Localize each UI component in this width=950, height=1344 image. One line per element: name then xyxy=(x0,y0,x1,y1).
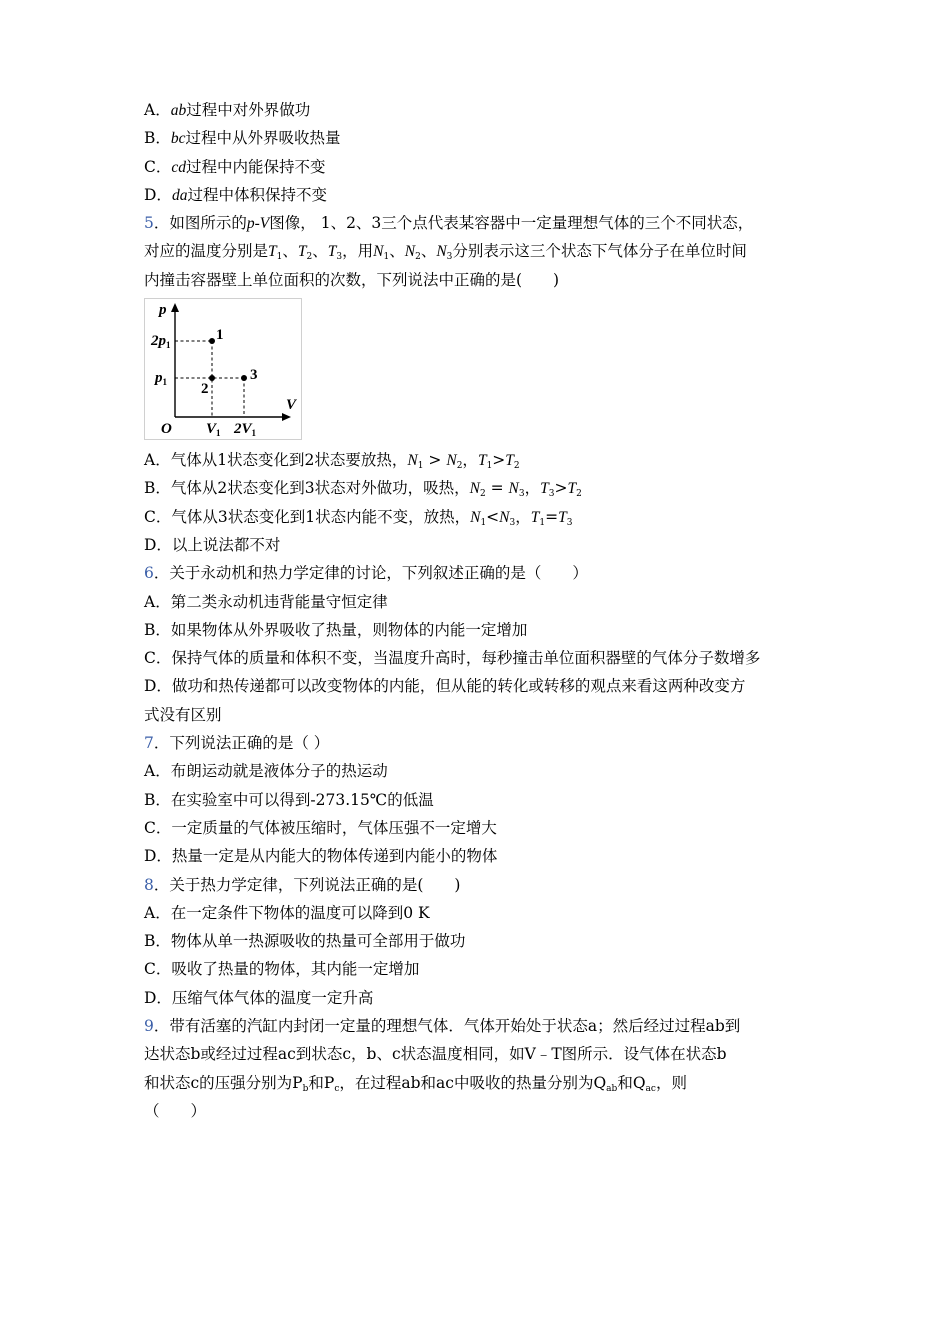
q5-number: 5 xyxy=(144,214,154,233)
v-axis-label: V xyxy=(286,397,297,414)
q7-option-b[interactable]: B．在实验室中可以得到-273.15℃的低温 xyxy=(144,790,434,809)
state-point-1 xyxy=(209,338,215,344)
q8-option-a[interactable]: A．在一定条件下物体的温度可以降到0 K xyxy=(144,903,430,922)
q6-option-b[interactable]: B．如果物体从外界吸收了热量，则物体的内能一定增加 xyxy=(144,620,528,639)
q5-stem-line2: 对应的温度分别是$T_1$、$T_2$、$T_3$，用$N_1$、$N_2$、$N_3$分别表示这三个状态下气体分子在单位时间 xyxy=(144,242,747,263)
q9-stem-line2: 达状态b或经过过程ac到状态c，b、c状态温度相同，如V﹣T图所示．设气体在状态b xyxy=(144,1045,727,1064)
q4-option-a[interactable]: A．ab过程中对外界做功 xyxy=(144,101,311,119)
q6-number: 6 xyxy=(144,564,154,583)
q7-number: 7 xyxy=(144,734,154,753)
q4-option-c[interactable]: C．cd过程中内能保持不变 xyxy=(144,157,326,176)
q7-stem: 7．下列说法正确的是（ ） xyxy=(144,734,330,753)
q9-number: 9 xyxy=(144,1017,154,1036)
q8-number: 8 xyxy=(144,875,154,894)
q6-stem: 6．关于永动机和热力学定律的讨论，下列叙述正确的是（ ） xyxy=(144,564,588,583)
origin-label: O xyxy=(161,421,172,438)
q4-option-d[interactable]: D．da过程中体积保持不变 xyxy=(144,185,327,204)
tick-p1: $p_1$ xyxy=(155,370,167,388)
q9-stem-line4: （ ） xyxy=(144,1101,207,1120)
tick-v1: $V_1$ xyxy=(206,421,221,439)
q5-stem-line1: 5．如图所示的p-V图像， 1、2、3三个点代表某容器中一定量理想气体的三个不同状态， xyxy=(144,214,754,233)
q5-option-a[interactable]: A．气体从1状态变化到2状态要放热，$N_1 > N_2$，$T_1>T_2$ xyxy=(144,451,520,472)
q7-option-c[interactable]: C．一定质量的气体被压缩时，气体压强不一定增大 xyxy=(144,818,497,837)
q6-option-d-line2[interactable]: 式没有区别 xyxy=(144,705,222,724)
q8-option-c[interactable]: C．吸收了热量的物体，其内能一定增加 xyxy=(144,960,420,979)
p-axis-arrow xyxy=(171,303,179,312)
exam-page xyxy=(144,96,824,1125)
v-axis-arrow xyxy=(282,413,291,421)
q5-option-b[interactable]: B．气体从2状态变化到3状态对外做功，吸热，$N_2 = N_3$，$T_3>T_2$ xyxy=(144,479,582,500)
p-axis-label: p xyxy=(159,302,167,319)
q5-stem-line3: 内撞击容器壁上单位面积的次数，下列说法中正确的是( ) xyxy=(144,270,560,289)
q9-stem-line3: 和状态c的压强分别为$P_b$和$P_c$，在过程ab和ac中吸收的热量分别为$Q_{ab}$和$Q_{ac}$，则 xyxy=(144,1073,687,1094)
q8-option-d[interactable]: D．压缩气体气体的温度一定升高 xyxy=(144,988,374,1007)
q6-option-c[interactable]: C．保持气体的质量和体积不变，当温度升高时，每秒撞击单位面积器壁的气体分子数增多 xyxy=(144,649,761,668)
pv-diagram-svg xyxy=(145,299,301,439)
state-point-2 xyxy=(209,375,215,381)
q7-option-a[interactable]: A．布朗运动就是液体分子的热运动 xyxy=(144,762,388,781)
q4-option-b[interactable]: B．bc过程中从外界吸收热量 xyxy=(144,129,341,148)
point-label-2: 2 xyxy=(201,381,209,398)
point-label-1: 1 xyxy=(216,327,224,344)
q8-stem: 8．关于热力学定律，下列说法正确的是( ) xyxy=(144,875,461,894)
q6-option-d-line1[interactable]: D．做功和热传递都可以改变物体的内能，但从能的转化或转移的观点来看这两种改变方 xyxy=(144,677,746,696)
tick-2p1: $2p_1$ xyxy=(151,333,171,351)
pv-diagram xyxy=(144,298,302,440)
point-label-3: 3 xyxy=(250,367,258,384)
q9-stem-line1: 9．带有活塞的汽缸内封闭一定量的理想气体．气体开始处于状态a；然后经过过程ab到 xyxy=(144,1017,741,1036)
q5-option-c[interactable]: C．气体从3状态变化到1状态内能不变，放热，$N_1<N_3$，$T_1=T_3$ xyxy=(144,507,573,528)
q6-option-a[interactable]: A．第二类永动机违背能量守恒定律 xyxy=(144,592,388,611)
q7-option-d[interactable]: D．热量一定是从内能大的物体传递到内能小的物体 xyxy=(144,847,498,866)
q5-option-d[interactable]: D．以上说法都不对 xyxy=(144,535,281,554)
q8-option-b[interactable]: B．物体从单一热源吸收的热量可全部用于做功 xyxy=(144,932,466,951)
tick-2v1: $2V_1$ xyxy=(234,421,257,439)
state-point-3 xyxy=(241,375,247,381)
